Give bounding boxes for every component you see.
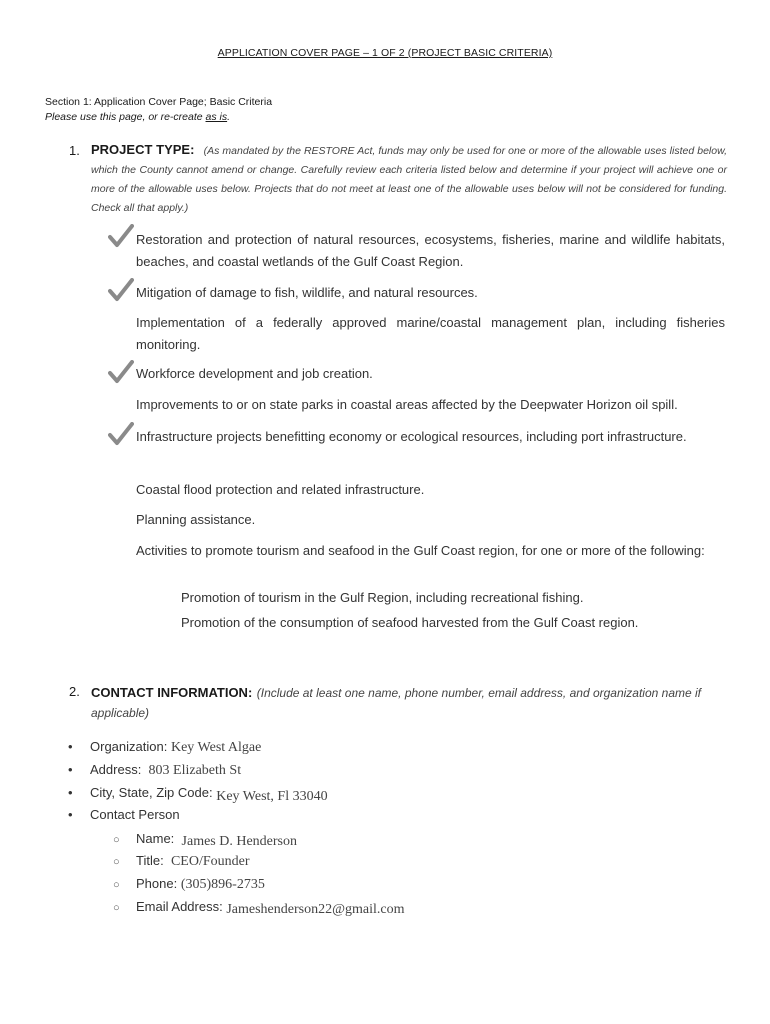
section-note-suffix: . <box>227 111 231 123</box>
person-title <box>113 853 250 870</box>
option-tourism-seafood[interactable]: Activities to promote tourism and seafood in the Gulf Coast region, for one or more of the following: <box>136 543 705 558</box>
option-state-parks[interactable]: Improvements to or on state parks in coastal areas affected by the Deepwater Horizon oil spill. <box>136 397 678 412</box>
section-note <box>45 111 230 123</box>
checkmark-icon[interactable] <box>108 224 134 250</box>
field-label: Phone: <box>136 876 178 891</box>
contact-heading: CONTACT INFORMATION: <box>91 685 253 700</box>
field-value[interactable]: Key West Algae <box>170 740 262 755</box>
option-flood-protection[interactable]: Coastal flood protection and related infrastructure. <box>136 482 425 497</box>
sub-bullet: ○ <box>113 856 120 868</box>
project-type-instructions: (As mandated by the RESTORE Act, funds may only be used for one or more of the allowable uses listed below, which the County cannot amend or change. Carefully review each criteria listed below and determine if your project will achieve one or more of the allowable uses below. Projects that do not meet at least one of the allowable uses below will not be considered for funding. Check all that apply.) <box>91 145 728 214</box>
field-contact-person <box>68 807 180 822</box>
field-value[interactable]: James D. Henderson <box>181 834 298 849</box>
person-email <box>113 899 404 916</box>
sub-bullet: ○ <box>113 902 120 914</box>
option-restoration[interactable]: Restoration and protection of natural resources, ecosystems, fisheries, marine and wildlife habitats, beaches, and coastal wetlands of the Gulf Coast Region. <box>136 232 725 269</box>
field-label: Address: <box>90 762 142 777</box>
field-address <box>68 762 241 779</box>
contact-block <box>91 683 727 723</box>
section-note-prefix: Please use this page, or re-create <box>45 111 206 123</box>
field-label: Name: <box>136 831 175 846</box>
person-phone <box>113 876 265 893</box>
bullet: • <box>68 739 73 754</box>
project-type-heading: PROJECT TYPE: <box>91 142 195 157</box>
page-title: APPLICATION COVER PAGE – 1 OF 2 (PROJECT BASIC CRITERIA) <box>217 47 553 59</box>
option-planning[interactable]: Planning assistance. <box>136 512 256 527</box>
field-value[interactable]: CEO/Founder <box>170 854 250 869</box>
bullet: • <box>68 785 73 800</box>
section-note-underlined: as is <box>205 111 228 123</box>
sub-option-tourism[interactable]: Promotion of tourism in the Gulf Region, including recreational fishing. <box>181 590 584 605</box>
field-label: Title: <box>136 853 164 868</box>
bullet: • <box>68 807 73 822</box>
field-value[interactable]: Key West, Fl 33040 <box>216 789 328 804</box>
sub-option-seafood[interactable]: Promotion of the consumption of seafood harvested from the Gulf Coast region. <box>181 615 639 630</box>
option-management-plan[interactable]: Implementation of a federally approved marine/coastal management plan, including fisheries monitoring. <box>136 315 725 352</box>
field-label: Organization: <box>90 739 168 754</box>
project-type-block <box>91 141 727 217</box>
checkmark-icon[interactable] <box>108 278 134 304</box>
checkmark-icon[interactable] <box>108 360 134 386</box>
bullet: • <box>68 762 73 777</box>
section-label: Section 1: Application Cover Page; Basic Criteria <box>45 96 273 108</box>
field-label: City, State, Zip Code: <box>90 785 213 800</box>
project-type-number: 1. <box>69 143 80 158</box>
checkmark-icon[interactable] <box>108 422 134 448</box>
sub-bullet: ○ <box>113 879 120 891</box>
field-value[interactable]: 803 Elizabeth St <box>148 763 242 778</box>
contact-number: 2. <box>69 684 80 699</box>
option-infrastructure[interactable]: Infrastructure projects benefitting economy or ecological resources, including port infrastructure. <box>136 429 687 444</box>
contact-instructions: (Include at least one name, phone number, email address, and organization name if applicable) <box>91 686 702 720</box>
field-city-state-zip <box>68 785 328 802</box>
field-value[interactable]: (305)896-2735 <box>180 877 265 892</box>
option-workforce[interactable]: Workforce development and job creation. <box>136 366 373 381</box>
option-mitigation[interactable]: Mitigation of damage to fish, wildlife, and natural resources. <box>136 285 478 300</box>
field-label: Email Address: <box>136 899 223 914</box>
field-value[interactable]: Jameshenderson22@gmail.com <box>226 902 405 917</box>
sub-bullet: ○ <box>113 834 120 846</box>
field-label: Contact Person <box>90 807 180 822</box>
person-name <box>113 831 297 848</box>
field-organization <box>68 739 261 756</box>
